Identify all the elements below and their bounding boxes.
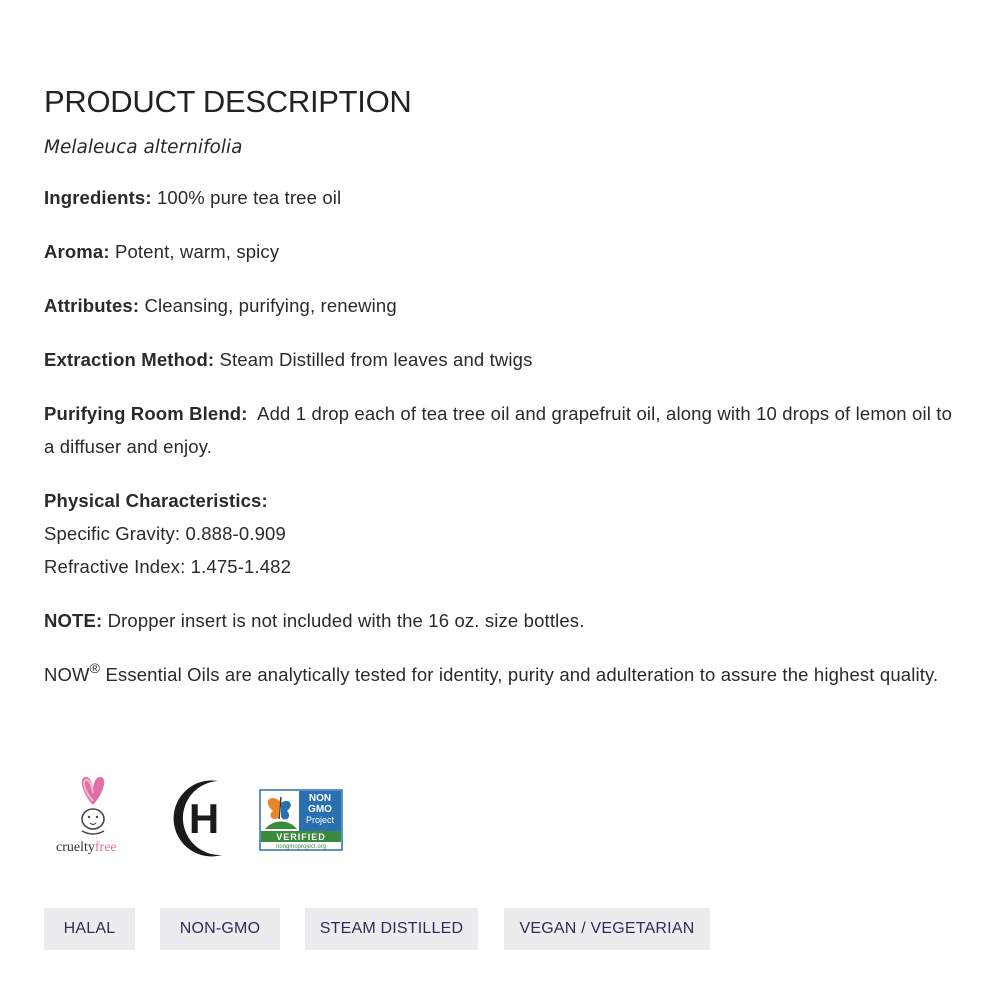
cruelty-free-badge <box>52 775 134 865</box>
non-gmo-line2: GMO <box>308 804 332 815</box>
detail-value: 100% pure tea tree oil <box>156 187 342 208</box>
detail-value: Cleansing, purifying, renewing <box>144 295 397 316</box>
bunny-heart-icon <box>52 775 134 837</box>
tag-steam-distilled[interactable]: STEAM DISTILLED <box>305 908 478 950</box>
kosher-badge <box>164 775 234 865</box>
detail-label: Ingredients: <box>44 187 152 208</box>
note <box>44 604 954 637</box>
physical-characteristics <box>44 484 954 583</box>
non-gmo-badge <box>259 789 343 851</box>
non-gmo-logo <box>259 789 343 851</box>
non-gmo-line3: Project <box>305 815 335 825</box>
detail-value: Steam Distilled from leaves and twigs <box>219 349 533 370</box>
page-title: PRODUCT DESCRIPTION <box>44 84 412 119</box>
specific-gravity: Specific Gravity: 0.888-0.909 <box>44 523 286 544</box>
note-value: Dropper insert is not included with the 16 oz. size bottles. <box>107 610 585 631</box>
cruelty-free-text <box>56 840 117 856</box>
latin-name: Melaleuca alternifolia <box>44 137 243 158</box>
detail-value: Potent, warm, spicy <box>114 241 280 262</box>
detail-label: Attributes: <box>44 295 140 316</box>
brand-name: NOW <box>44 664 90 685</box>
tag-halal[interactable]: HALAL <box>44 908 135 950</box>
product-description <box>44 82 954 691</box>
kosher-h-icon <box>164 775 234 861</box>
detail-label: Purifying Room Blend: <box>44 403 248 424</box>
detail-ingredients <box>44 181 954 214</box>
non-gmo-line1: NON <box>308 793 332 804</box>
quality-text: Essential Oils are analytically tested for identity, purity and adulteration to assure the highest quality. <box>105 664 939 685</box>
detail-label: Extraction Method: <box>44 349 215 370</box>
detail-attributes <box>44 289 954 322</box>
refractive-index: Refractive Index: 1.475-1.482 <box>44 556 292 577</box>
cruelty-free-text-b: free <box>94 840 117 855</box>
detail-label: Aroma: <box>44 241 110 262</box>
tag-vegan-vegetarian[interactable]: VEGAN / VEGETARIAN <box>504 908 710 950</box>
quality-statement <box>44 658 954 691</box>
kosher-letter: H <box>188 795 220 842</box>
detail-aroma <box>44 235 954 268</box>
non-gmo-line5: nongmoproject.org <box>275 844 327 850</box>
detail-extraction-method <box>44 343 954 376</box>
cruelty-free-text-a: cruelty <box>56 840 95 855</box>
registered-mark: ® <box>89 660 101 676</box>
physical-label: Physical Characteristics: <box>44 490 268 511</box>
detail-room-blend <box>44 397 954 463</box>
tag-non-gmo[interactable]: NON-GMO <box>160 908 280 950</box>
note-label: NOTE: <box>44 610 103 631</box>
non-gmo-line4: VERIFIED <box>276 832 326 842</box>
detail-value: Add 1 drop each of tea tree oil and grapefruit oil, along with 10 drops of lemon oil to a diffuser and enjoy. <box>44 403 953 457</box>
